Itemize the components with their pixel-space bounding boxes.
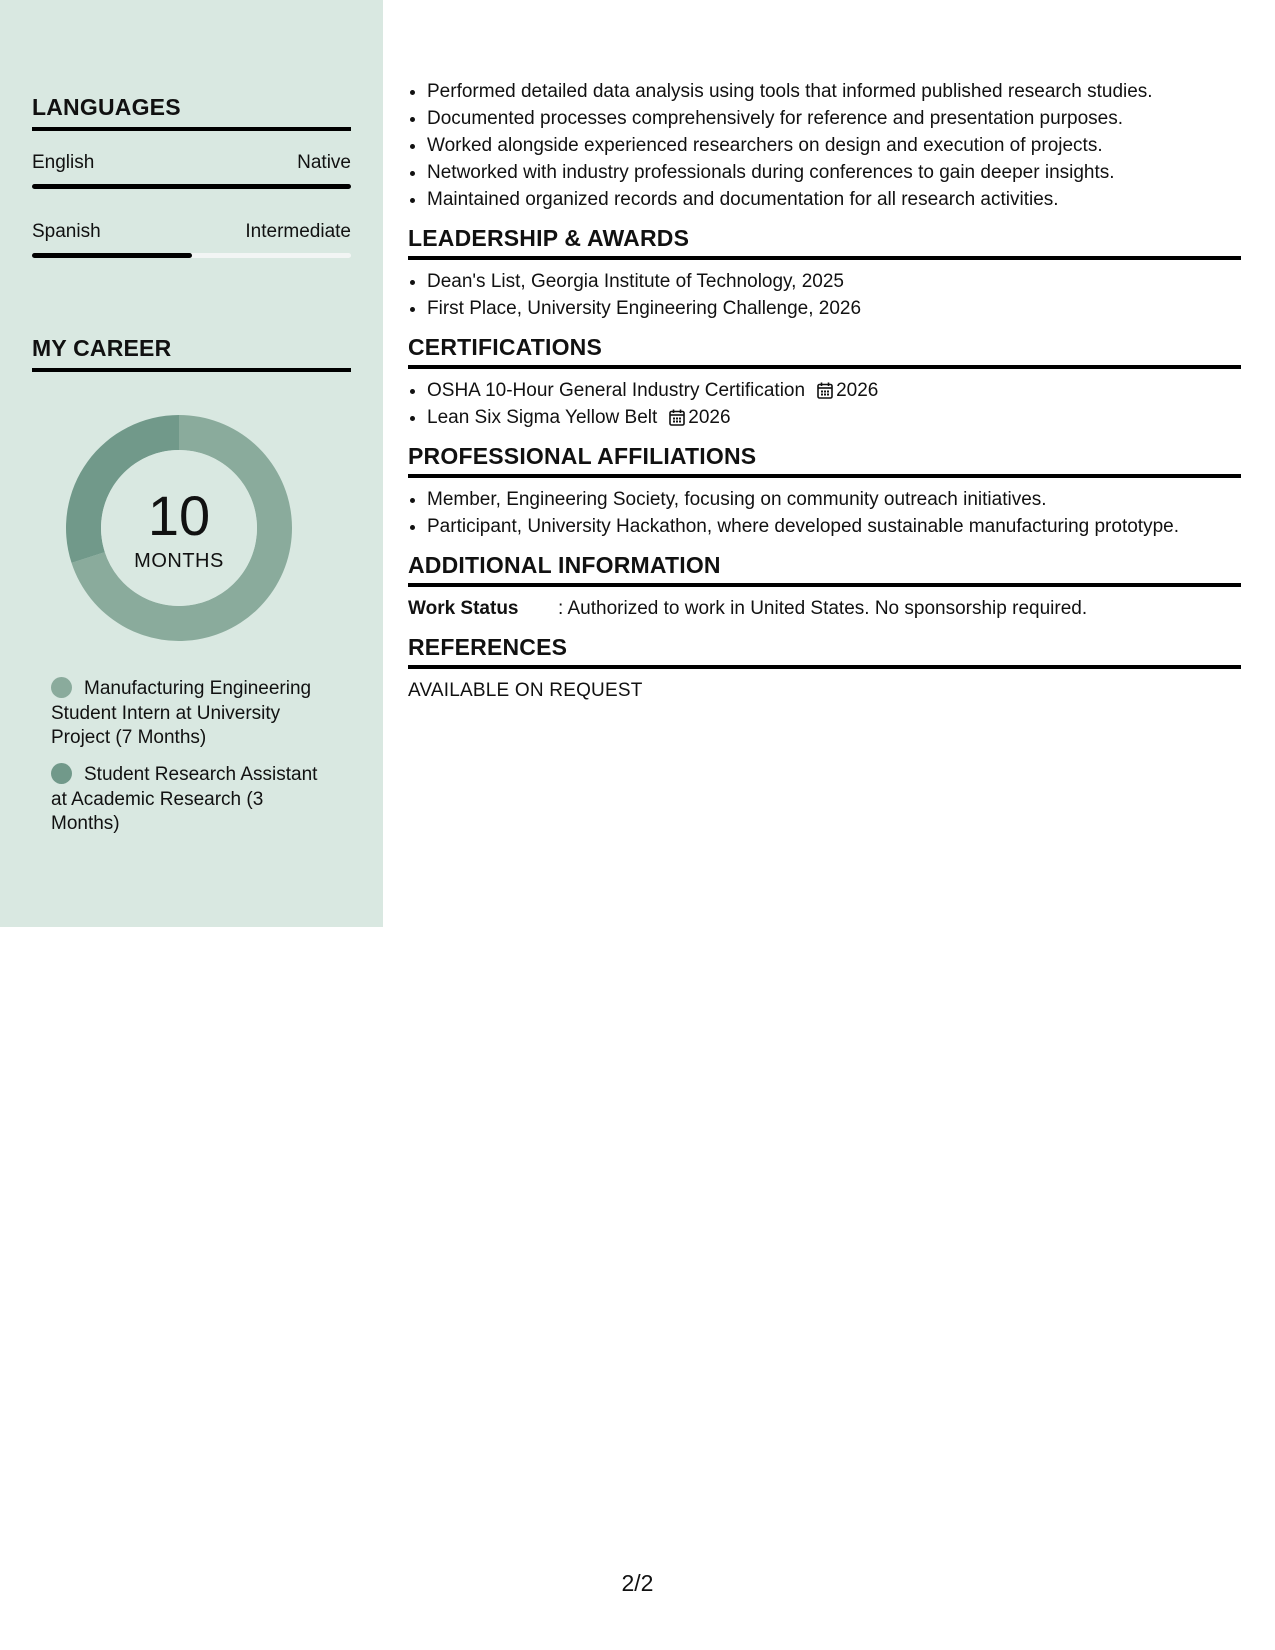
leadership-list [408, 268, 1241, 322]
career-donut-chart [66, 415, 292, 641]
language-row-spanish [32, 221, 351, 243]
language-bar-fill [32, 253, 192, 258]
legend-label: Student Research Assistant at Academic Research (3 Months) [51, 764, 318, 834]
language-name: English [32, 152, 95, 173]
affiliations-list [408, 486, 1241, 540]
certification-name: Lean Six Sigma Yellow Belt [427, 407, 658, 428]
references-text: AVAILABLE ON REQUEST [408, 680, 643, 701]
references-heading: REFERENCES [408, 634, 1241, 669]
work-status-row [408, 595, 1241, 622]
list-item: • Performed detailed data analysis using tools that informed published research studies. [427, 78, 1241, 105]
list-item: • Dean's List, Georgia Institute of Technology, 2025 [427, 268, 1241, 295]
donut-center [66, 415, 292, 641]
main-content [408, 78, 1241, 704]
list-item: • Documented processes comprehensively for reference and presentation purposes. [427, 105, 1241, 132]
affiliations-heading: PROFESSIONAL AFFILIATIONS [408, 443, 1241, 478]
language-row-english [32, 152, 351, 174]
list-item: • Participant, University Hackathon, where developed sustainable manufacturing prototype. [427, 513, 1241, 540]
legend-label: Manufacturing Engineering Student Intern at University Project (7 Months) [51, 678, 312, 748]
work-status-value: : Authorized to work in United States. No sponsorship required. [558, 598, 1088, 619]
language-bar-english [32, 184, 351, 189]
language-level: Intermediate [245, 221, 351, 242]
legend-dot-icon [51, 677, 72, 698]
additional-info-heading: ADDITIONAL INFORMATION [408, 552, 1241, 587]
list-item: • Maintained organized records and documentation for all research activities. [427, 186, 1241, 213]
language-level: Native [297, 152, 351, 173]
list-item: • First Place, University Engineering Challenge, 2026 [427, 295, 1241, 322]
leadership-heading: LEADERSHIP & AWARDS [408, 225, 1241, 260]
list-item: • Worked alongside experienced researchers on design and execution of projects. [427, 132, 1241, 159]
calendar-icon [669, 409, 685, 426]
language-bar-spanish [32, 253, 351, 258]
legend-dot-icon [51, 763, 72, 784]
list-item [427, 377, 1241, 404]
career-heading: MY CAREER [32, 335, 351, 372]
list-item: • Networked with industry professionals during conferences to gain deeper insights. [427, 159, 1241, 186]
sidebar [0, 0, 383, 927]
certifications-list [408, 377, 1241, 431]
language-name: Spanish [32, 221, 101, 242]
languages-heading: LANGUAGES [32, 94, 351, 131]
certifications-heading: CERTIFICATIONS [408, 334, 1241, 369]
career-legend-item [51, 763, 331, 837]
page-number: 2/2 [621, 1570, 654, 1596]
list-item: • Member, Engineering Society, focusing on community outreach initiatives. [427, 486, 1241, 513]
calendar-icon [817, 382, 833, 399]
list-item [427, 404, 1241, 431]
language-bar-fill [32, 184, 351, 189]
certification-year: 2026 [836, 380, 879, 401]
experience-bullets [408, 78, 1241, 213]
career-total-unit: MONTHS [134, 549, 224, 572]
career-legend-item [51, 677, 331, 751]
career-total-months: 10 [147, 483, 211, 547]
certification-name: OSHA 10-Hour General Industry Certification [427, 380, 806, 401]
certification-year: 2026 [688, 407, 731, 428]
work-status-label: Work Status [408, 598, 519, 619]
